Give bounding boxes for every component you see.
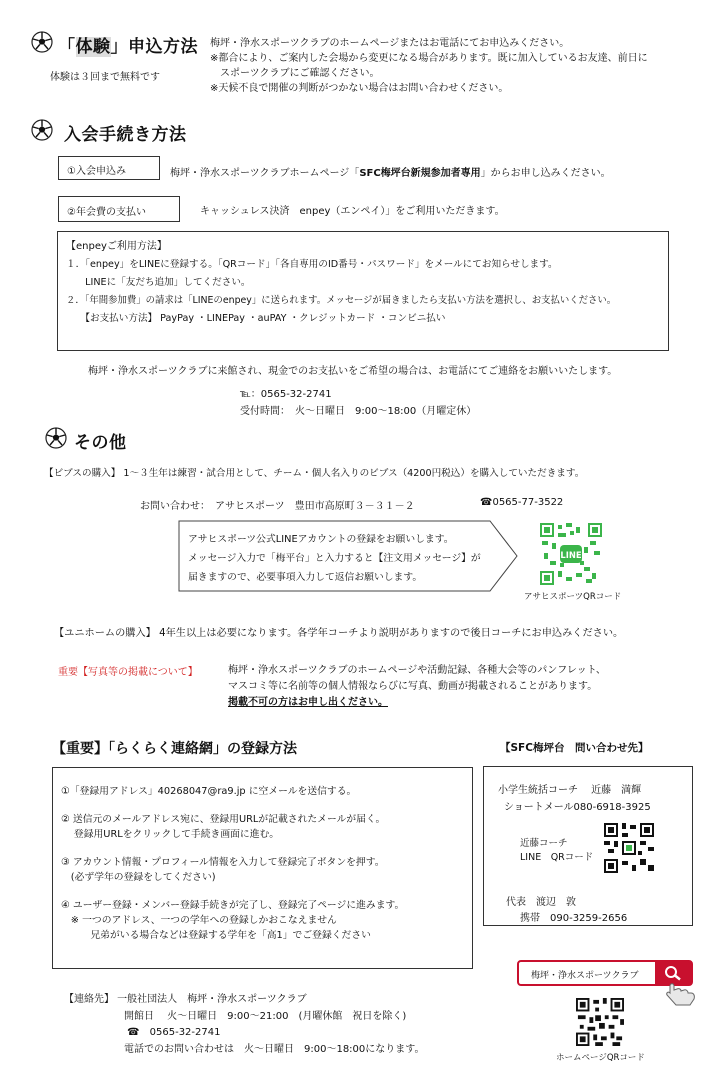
line-callout-line: アサヒスポーツ公式LINEアカウントの登録をお願いします。 [188, 534, 454, 545]
rakuraku-step: (必ず学年の登録をしてください) [61, 872, 216, 883]
rakuraku-step: ③ アカウント情報・プロフィール情報を入力して登録完了ボタンを押す。 [61, 857, 385, 868]
rakuraku-step: 登録用URLをクリックして手続き画面に進む。 [61, 829, 280, 840]
photo-notice-line: 梅坪・浄水スポーツクラブのホームページや活動記録、各種大会等のパンフレット、 [228, 665, 606, 676]
kondo-line-qr-code [604, 823, 654, 873]
asahi-line-qr-code [540, 523, 602, 585]
coach-mail: ショートメール080-6918-3925 [504, 802, 651, 813]
cash-note: 梅坪・浄水スポーツクラブに来館され、現金でのお支払いをご希望の場合は、お電話にてご連絡をお願いいたします。 [88, 366, 618, 377]
enpey-instructions-box [57, 231, 669, 351]
other-heading: その他 [74, 433, 127, 453]
step2-label: ②年会費の支払い [67, 207, 146, 218]
contact-box-title: 【SFC梅坪台 問い合わせ先】 [500, 742, 649, 754]
rakuraku-step: ② 送信元のメールアドレス宛に、登録用URLが記載されたメールが届く。 [61, 814, 386, 825]
kondo-line-label: 近藤コーチ [520, 838, 568, 849]
step2-text: キャッシュレス決済 enpey（エンペイ）」をご利用いただきます。 [200, 206, 505, 217]
step1-text: 梅坪・浄水スポーツクラブホームページ「SFC梅坪台新規参加者専用」からお申し込みください。 [170, 168, 611, 179]
contact-box [483, 766, 693, 926]
asahi-qr-caption: アサヒスポーツQRコード [524, 592, 622, 602]
asahi-tel: ☎0565-77-3522 [480, 497, 564, 508]
trial-description [210, 36, 648, 96]
enpey-instructions [66, 238, 616, 328]
enpey-line: １．「enpey」をLINEに登録する。「QRコード」「各自専用のID番号・パスワード」をメールにてお知らせします。 [66, 259, 558, 270]
bibs-text: 【ビブスの購入】 1～３生年は練習・試合用として、チーム・個人名入りのビブス（4200円税込）を購入していただきます。 [44, 468, 585, 479]
photo-notice-text [228, 663, 606, 711]
rakuraku-step: ※ 一つのアドレス、一つの学年への登録しかおこなえません [61, 915, 337, 926]
footer-line: ☎ 0565-32-2741 [64, 1027, 221, 1038]
footer-line: 【連絡先】 一般社団法人 梅坪・浄水スポーツクラブ [64, 994, 307, 1005]
homepage-qr-code [576, 998, 624, 1046]
rakuraku-steps-box [52, 767, 473, 969]
line-callout-line: メッセージ入力で「梅平台」と入力すると【注文用メッセージ】が [188, 553, 481, 564]
trial-line: ※天候不良で開催の判断がつかない場合はお問い合わせください。 [210, 83, 509, 94]
search-bar-text: 梅坪・浄水スポーツクラブ [531, 971, 639, 981]
join-heading: 入会手続き方法 [64, 125, 187, 145]
trial-line: 梅坪・浄水スポーツクラブのホームページまたはお電話にてお申込みください。 [210, 38, 570, 49]
homepage-qr-caption: ホームページQRコード [556, 1053, 645, 1063]
rakuraku-steps [61, 784, 404, 943]
rakuraku-step: 兄弟がいる場合などは登録する学年を「高1」でご登録ください [61, 930, 371, 941]
footer-line: 開館日 火～日曜日 9:00～21:00 (月曜休館 祝日を除く) [64, 1010, 407, 1022]
line-callout-text [188, 530, 481, 587]
trial-line: スポーツクラブにご確認ください。 [210, 68, 380, 79]
coach-role: 小学生統括コーチ 近藤 満輝 [498, 785, 642, 796]
representative-tel: 携帯 090-3259-2656 [520, 913, 628, 924]
line-callout-line: 届きますので、必要事項入力して返信お願いします。 [188, 572, 423, 583]
trial-heading: 「体験」申込方法 [58, 37, 198, 57]
enpey-line: 【お支払い方法】 PayPay ・LINEPay ・auPAY ・クレジットカード ・コンビニ払い [66, 313, 446, 324]
footer-contact [64, 992, 424, 1058]
enpey-title: 【enpeyご利用方法】 [66, 241, 167, 252]
line-badge: LINE [560, 550, 582, 560]
kondo-line-qr-label: LINE QRコード [520, 852, 594, 863]
step2-label-box [58, 196, 180, 222]
reception-hours: 受付時間： 火～日曜日 9:00～18:00（月曜定休） [240, 406, 477, 417]
soccer-ball-icon [30, 118, 54, 142]
rakuraku-step: ④ ユーザー登録・メンバー登録手続きが完了し、登録完了ページに進みます。 [61, 900, 405, 911]
trial-free-note: 体験は３回まで無料です [50, 72, 160, 83]
photo-notice-bold: 掲載不可の方はお申し出ください。 [228, 697, 388, 708]
asahi-contact: お問い合わせ： アサヒスポーツ 豊田市高原町３－３１－２ [140, 501, 415, 512]
representative: 代表 渡辺 敦 [506, 897, 576, 908]
soccer-ball-icon [30, 30, 54, 54]
photo-notice-label: 重要【写真等の掲載について】 [58, 667, 198, 678]
rakuraku-heading: 【重要】「らくらく連絡網」の登録方法 [52, 741, 297, 757]
step1-label: ①入会申込み [67, 166, 126, 177]
uniform-text: 【ユニホームの購入】 4年生以上は必要になります。各学年コーチより説明がありますので後日コーチにお申込みください。 [54, 628, 624, 639]
rakuraku-step: ①「登録用アドレス」40268047@ra9.jp に空メールを送信する。 [61, 786, 357, 797]
trial-line: ※都合により、ご案内した会場から変更になる場合があります。既に加入しているお友達、前日に [210, 53, 648, 64]
photo-notice-line: マスコミ等に名前等の個人情報ならびに写真、動画が掲載されることがあります。 [228, 681, 598, 692]
footer-line: 電話でのお問い合わせは 火～日曜日 9:00～18:00になります。 [64, 1043, 425, 1055]
enpey-line: ２．「年間参加費」の請求は「LINEのenpey」に送られます。メッセージが届きましたら支払い方法を選択し、お支払いください。 [66, 295, 617, 306]
enpey-line: LINEに「友だち追加」してください。 [66, 277, 251, 288]
tel-label: ℡：0565-32-2741 [240, 389, 332, 400]
step1-label-box [58, 156, 160, 180]
hand-cursor-icon [664, 978, 698, 1006]
soccer-ball-icon [44, 426, 68, 450]
